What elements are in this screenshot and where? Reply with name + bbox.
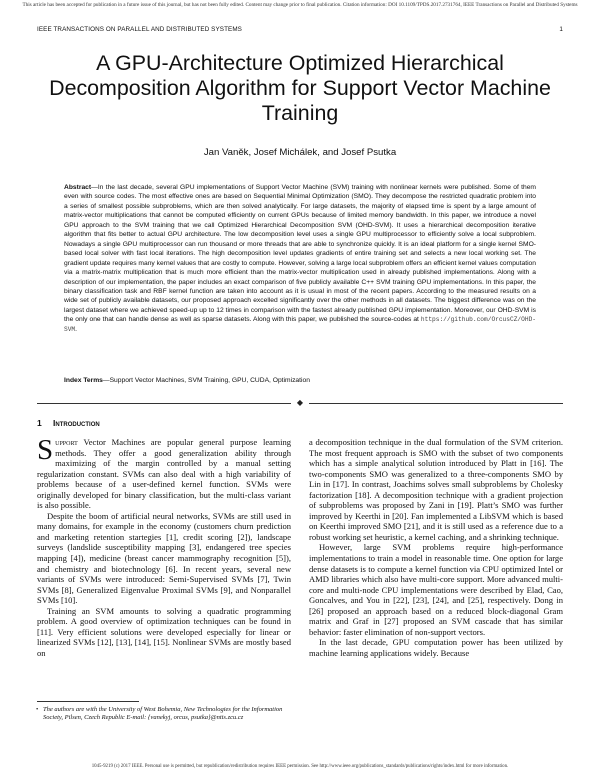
paragraph: a decomposition technique in the dual formulation of the SVM criterion. The most frequent approach is SMO with the subset of two components which has a simple analytical solution introduced by Platt in [16]. The two-components SMO was generalized to a three-components SMO by Lin in [17]. In contrast, Joachims solves small subproblems by Cholesky factorization [18]. A decomposition technique with a gradient projection of subproblems was proposed by Zani in [19]. Platt’s SMO was further improved by Keerthi in [20]. Fan implemented a LibSVM which is based on Keerthi improved SMO [21], and it is still used as a reference due to a robust working set heuristic, a kernel caching, and a shrinking technique.: [309, 437, 563, 542]
left-column: [37, 434, 291, 658]
abstract-label: Abstract: [64, 184, 92, 191]
paragraph: [37, 434, 291, 511]
journal-notice: This article has been accepted for publication in a future issue of this journal, but has not been fully edited. Content may change prior to final publication. Citation information: DOI 10.1109/TPDS.2017.2731764, IEEE Transactions on Parallel and Distributed Systems: [22, 2, 578, 8]
journal-name: IEEE TRANSACTIONS ON PARALLEL AND DISTRIBUTED SYSTEMS: [37, 26, 242, 33]
index-terms-body: —Support Vector Machines, SVM Training, GPU, CUDA, Optimization: [102, 377, 310, 384]
abstract-body: —In the last decade, several GPU implementations of Support Vector Machine (SVM) training with nonlinear kernels were published. Some of them even with source codes. The most effective ones are based on Sequential Minimal Optimization (SMO). They decompose the restricted quadratic problem into a series of smallest possible subproblems, which are then solved analytically. For large datasets, the majority of elapsed time is spent by a large amount of matrix-vector multiplications that cannot be computed efficiently on current GPUs because of limited memory bandwidth. In this paper, we introduce a novel GPU approach to the SVM training that we call Optimized Hierarchical Decomposition SVM (OHD-SVM). It uses a hierarchical decomposition iterative algorithm that fits better to actual GPU architecture. The low decomposition level uses a single GPU multiprocessor to efficiently solve a local subproblem. Nowadays a single GPU multiprocessor can run thousand or more threads that are able to synchronize quickly. It is an ideal platform for a single kernel SMO-based local solver with fast local iterations. The high decomposition level updates gradients of entire training set and selects a new local working set. The gradient update requires many kernel values that are costly to compute. However, solving a large local subproblem offers an efficient kernel values computation via a matrix-matrix multiplication that is much more efficient than the matrix-vector multiplication used in already published implementations. Along with a description of our implementation, the paper includes an exact comparison of five publicly available C++ SVM training GPU implementations. In this paper, the binary classification task and RBF kernel function are taken into account as it is usual in most of the recent papers. According to the measured results on a wide set of publicly available datasets, our proposed approach excelled significantly over the other methods in all datasets. The biggest difference was on the largest dataset where we achieved speed-up up to 12 times in comparison with the fastest already published GPU implementation. Moreover, our OHD-SVM is the only one that can handle dense as well as sparse datasets. Along with this paper, we published the source-codes at: [64, 184, 536, 324]
paragraph: Training an SVM amounts to solving a quadratic programming problem. A good overview of optimization techniques can be found in [11]. Very efficient solutions were developed especially for linear or linearized SVMs [12], [13], [14], [15]. Nonlinear SVMs are mostly based on: [37, 605, 291, 658]
diamond-icon: ◆: [296, 398, 304, 407]
page-number: 1: [559, 26, 563, 33]
index-terms-label: Index Terms: [64, 377, 103, 384]
section-title: Introduction: [53, 418, 100, 428]
footnote: [36, 706, 291, 723]
source-code-link[interactable]: https://github.com/OrcusCZ/OHD-SVM: [64, 316, 536, 333]
paper-authors: Jan Vaněk, Josef Michálek, and Josef Psutka: [203, 147, 397, 158]
paragraph-text: Vector Machines are popular general purpose learning methods. They offer a good generalization ability through maximizing of the margin controlled by a manual setting regularization constant. SVMs can also deal with a high variability of problems because of a user-defined kernel function. SVMs were originally developed for binary classification, but the multi-class variant is also possible.: [37, 437, 291, 511]
index-terms: [64, 377, 536, 384]
running-head: [37, 26, 563, 33]
separator-rule-left: [37, 403, 291, 404]
right-column: [309, 437, 563, 658]
section-separator: [37, 400, 563, 408]
drop-cap: S: [37, 434, 54, 466]
copyright-line: 1045-9219 (c) 2017 IEEE. Personal use is permitted, but republication/redistribution requires IEEE permission. See http://www.ieee.org/publications_standards/publications/rights/index.html for more information.: [91, 764, 509, 769]
bullet-icon: •: [36, 706, 39, 713]
abstract: [64, 183, 536, 334]
section-number: 1: [37, 418, 42, 428]
paragraph: However, large SVM problems require high-performance implementations to train a model in reasonable time. One option for large dense datasets is to compute a kernel function via CPU optimized Intel or AMD libraries which also have multi-core support. More advanced multi-core and multi-node CPU implementations were described by Elad, Cao, Goncalves, and You in [22], [23], [24], and [25], respectively. Dong in [26] proposed an approach based on a reduced block-diagonal Gram matrix and Graf in [27] proposed an SVM cascade that has similar behavior: faster elimination of non-support vectors.: [309, 542, 563, 637]
footnote-rule: [37, 701, 139, 702]
footnote-text: The authors are with the University of West Bohemia, New Technologies for the Information Society, Pilsen, Czech Republic E-mail: {vanekyj, orcus, psutka}@ntis.zcu.cz: [43, 706, 283, 722]
section-heading: [37, 418, 290, 428]
lead-caps: upport: [55, 437, 78, 447]
paragraph: Despite the boom of artificial neural networks, SVMs are still used in many domains, for example in the economy (customers churn prediction and marketing retention startegies [1], credit scoring [2]), landscape surveys (landslide susceptibility mapping [3], endangered tree species mapping [4]), medicine (breast cancer mammography recognition [5]), and chemistry and biotechnology [6]. In recent years, several new variants of SVMs were introduced: Semi-Supervised SVMs [7], Twin SVMs [8], Generalized Eigenvalue Proximal SVMs [9], and Nonparallel SVMs [10].: [37, 510, 291, 606]
separator-rule-right: [309, 403, 563, 404]
paragraph: In the last decade, GPU computation power has been utilized by machine learning applications widely. Because: [309, 637, 563, 658]
abstract-end: .: [75, 325, 77, 333]
paper-title: A GPU-Architecture Optimized Hierarchical Decomposition Algorithm for Support Vector Machine Training: [49, 51, 551, 125]
